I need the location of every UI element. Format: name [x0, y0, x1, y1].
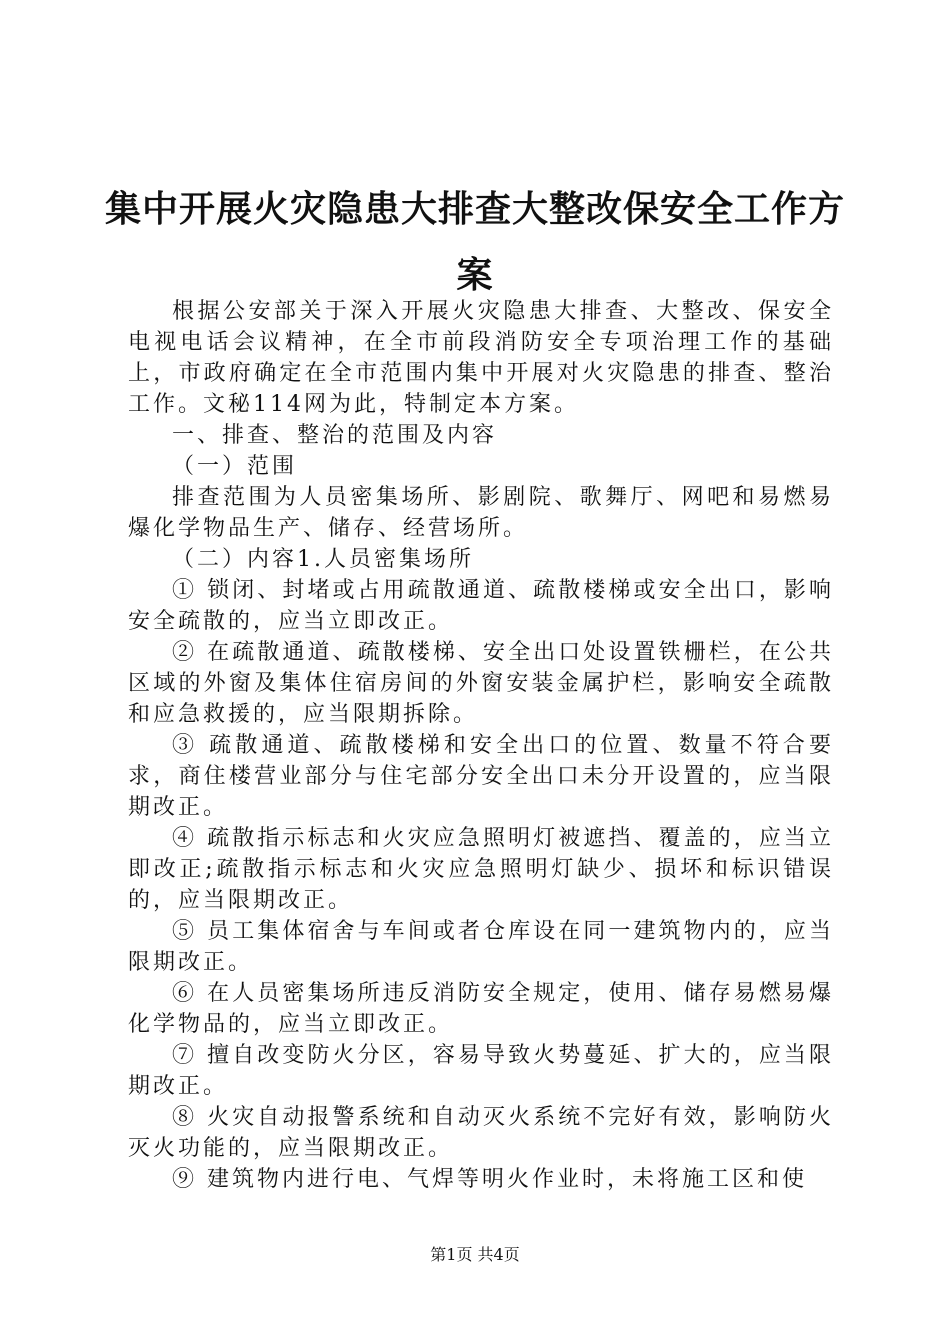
subsection-heading: （一）范围 — [172, 454, 298, 479]
list-item: ⑧ 火灾自动报警系统和自动灭火系统不完好有效，影响防火灭火功能的，应当限期改正。 — [128, 1105, 834, 1161]
list-item: ⑤ 员工集体宿舍与车间或者仓库设在同一建筑物内的，应当限期改正。 — [128, 919, 834, 975]
list-item: ② 在疏散通道、疏散楼梯、安全出口处设置铁栅栏，在公共区域的外窗及集体住宿房间的外窗安装金属护栏，影响安全疏散和应急救援的，应当限期拆除。 — [128, 640, 834, 727]
paragraph: 根据公安部关于深入开展火灾隐患大排查、大整改、保安全电视电话会议精神，在全市前段消防安全专项治理工作的基础上，市政府确定在全市范围内集中开展对火灾隐患的排查、整治工作。文秘114网为此，特制定本方案。 — [128, 299, 834, 417]
list-item: ④ 疏散指示标志和火灾应急照明灯被遮挡、覆盖的，应当立即改正;疏散指示标志和火灾应急照明灯缺少、损坏和标识错误的，应当限期改正。 — [128, 826, 834, 913]
list-item: ⑨ 建筑物内进行电、气焊等明火作业时，未将施工区和使 — [172, 1167, 807, 1192]
section-heading: 一、排查、整治的范围及内容 — [172, 423, 498, 448]
list-item: ① 锁闭、封堵或占用疏散通道、疏散楼梯或安全出口，影响安全疏散的，应当立即改正。 — [128, 578, 834, 634]
title-line-2: 案 — [456, 254, 494, 296]
list-item: ⑦ 擅自改变防火分区，容易导致火势蔓延、扩大的，应当限期改正。 — [128, 1043, 834, 1099]
list-item: ⑥ 在人员密集场所违反消防安全规定，使用、储存易燃易爆化学物品的，应当立即改正。 — [128, 981, 834, 1037]
document-title — [100, 176, 850, 308]
subsection-heading: （二）内容1.人员密集场所 — [172, 547, 474, 572]
document-body — [128, 296, 834, 1195]
title-line-1: 集中开展火灾隐患大排查大整改保安全工作方 — [104, 188, 845, 230]
list-item: ③ 疏散通道、疏散楼梯和安全出口的位置、数量不符合要求，商住楼营业部分与住宅部分安全出口未分开设置的，应当限期改正。 — [128, 733, 834, 820]
page-footer: 第1页 共4页 — [430, 1245, 520, 1264]
paragraph: 排查范围为人员密集场所、影剧院、歌舞厅、网吧和易燃易爆化学物品生产、储存、经营场所。 — [128, 485, 834, 541]
